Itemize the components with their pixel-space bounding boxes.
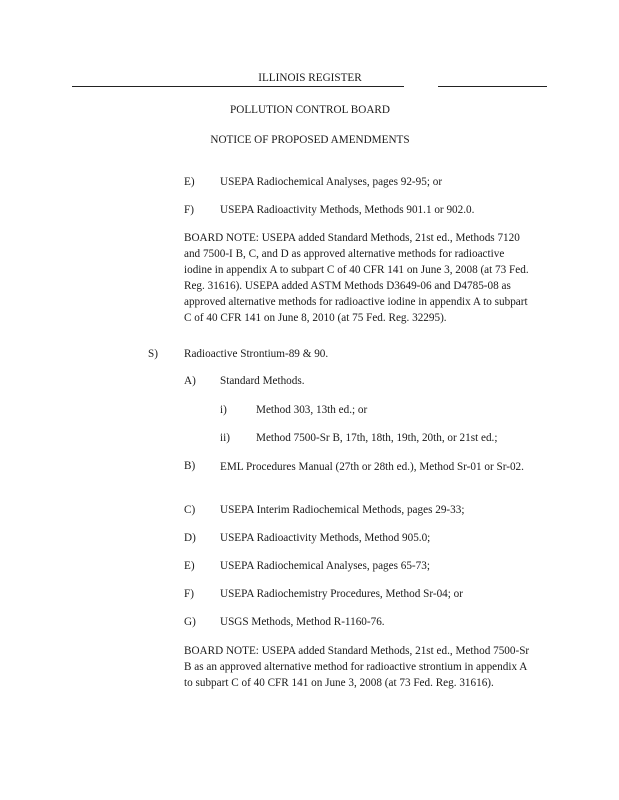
item-c-label: C) <box>184 504 196 516</box>
item-s-label: S) <box>148 348 158 360</box>
item-f-text: USEPA Radioactivity Methods, Methods 901.1 or 902.0. <box>220 204 475 216</box>
item-a-label: A) <box>184 375 196 387</box>
item-ii-label: ii) <box>220 432 230 444</box>
item-e2-label: E) <box>184 560 195 572</box>
item-e2-text: USEPA Radiochemical Analyses, pages 65-73; <box>220 560 430 572</box>
item-b-text: EML Procedures Manual (27th or 28th ed.), Method Sr-01 or Sr-02. <box>220 461 524 473</box>
item-g-label: G) <box>184 616 196 628</box>
item-i-text: Method 303, 13th ed.; or <box>256 404 368 416</box>
item-f-label: F) <box>184 204 194 216</box>
board-note-strontium: BOARD NOTE: USEPA added Standard Methods, 21st ed., Method 7500-Sr B as an approved alternative method for radioactive strontium in appendix A to subpart C of 40 CFR 141 on June 3, 2008 (at 73 Fed. Reg. 31616). <box>184 645 530 689</box>
header-rule-right <box>438 86 547 87</box>
item-b-label: B) <box>184 460 196 472</box>
item-c-text: USEPA Interim Radiochemical Methods, pages 29-33; <box>220 504 465 516</box>
item-f2-text: USEPA Radiochemistry Procedures, Method Sr-04; or <box>220 588 463 600</box>
board-note-iodine: BOARD NOTE: USEPA added Standard Methods, 21st ed., Methods 7120 and 7500-I B, C, and D as approved alternative methods for radioactive iodine in appendix A to subpart C of 40 CFR 141 on June 3, 2008 (at 73 Fed. Reg. 31616). USEPA added ASTM Methods D3649-06 and D4785-08 as approved alternative methods for radioactive iodine in appendix A to subpart C of 40 CFR 141 on June 8, 2010 (at 75 Fed. Reg. 32295). <box>184 232 529 324</box>
item-d-text: USEPA Radioactivity Methods, Method 905.0; <box>220 532 431 544</box>
item-g-text: USGS Methods, Method R-1160-76. <box>220 616 385 628</box>
item-a-text: Standard Methods. <box>220 375 305 387</box>
item-e-label: E) <box>184 176 195 188</box>
item-ii-text: Method 7500-Sr B, 17th, 18th, 19th, 20th, or 21st ed.; <box>256 432 498 444</box>
item-i-label: i) <box>220 404 227 416</box>
item-e-text: USEPA Radiochemical Analyses, pages 92-95; or <box>220 176 443 188</box>
item-d-label: D) <box>184 532 196 544</box>
header-rule-left <box>72 86 404 87</box>
register-title: ILLINOIS REGISTER <box>258 72 362 84</box>
item-f2-label: F) <box>184 588 194 600</box>
agency-title: POLLUTION CONTROL BOARD <box>230 104 390 116</box>
item-s-text: Radioactive Strontium-89 & 90. <box>184 348 329 360</box>
notice-title: NOTICE OF PROPOSED AMENDMENTS <box>210 134 410 146</box>
